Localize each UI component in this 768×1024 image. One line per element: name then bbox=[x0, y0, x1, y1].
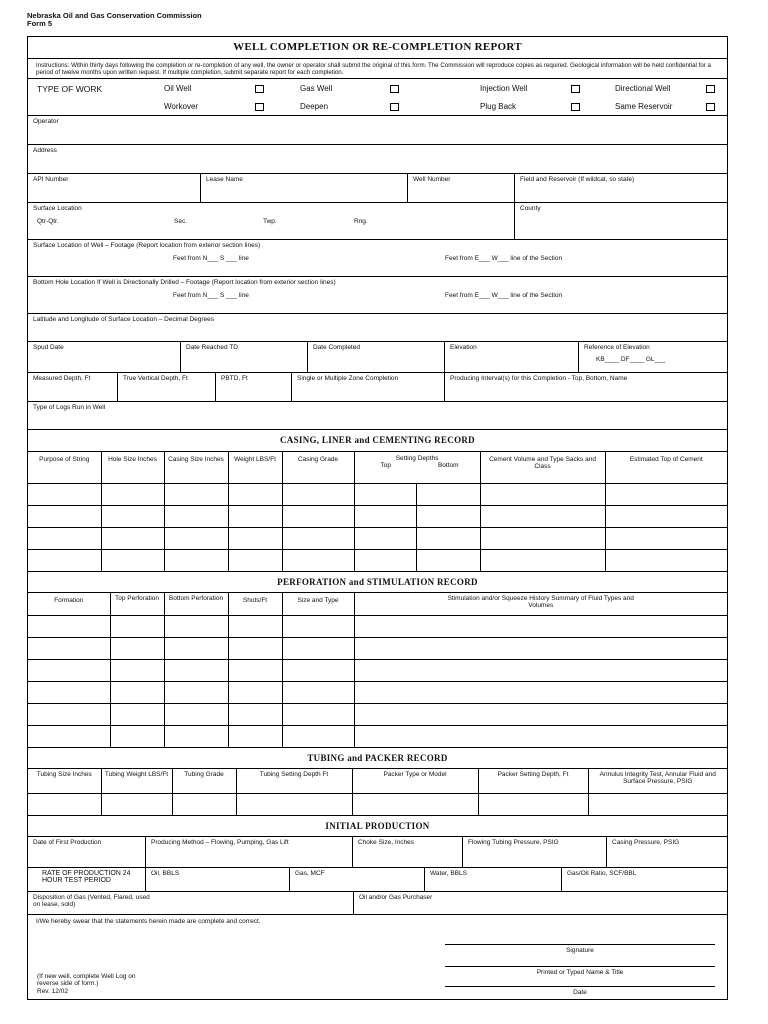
operator-field[interactable]: Operator bbox=[33, 118, 59, 125]
tubing-col-depth: Tubing Setting Depth Ft bbox=[236, 769, 352, 793]
table-row bbox=[28, 793, 727, 815]
surface-feet-ns: Feet from N___ S ___ line bbox=[173, 255, 249, 262]
surface-footage-label: Surface Location of Well – Footage (Report location from exterior section lines) bbox=[33, 242, 261, 249]
date-label: Date bbox=[573, 989, 587, 996]
well-number-field[interactable]: Well Number bbox=[408, 174, 515, 202]
oil-well-checkbox[interactable] bbox=[255, 85, 264, 93]
setting-bottom-label: Bottom bbox=[437, 462, 459, 469]
instructions: Instructions: Within thirty days following the completion or re-completion of any well, the owner or operator shall submit the original of this form. The Commission will reproduce copies as required. Geological information will be held confidential for a period of twelve months upon written request. If multiple completion, submit separate report for each completion. bbox=[28, 59, 727, 79]
printed-name-label: Printed or Typed Name & Title bbox=[536, 969, 624, 976]
revision-label: Rev. 12/02 bbox=[37, 988, 68, 995]
surface-location-field[interactable] bbox=[28, 203, 515, 239]
setting-depths-label: Setting Depths bbox=[395, 455, 439, 462]
table-row bbox=[28, 659, 727, 681]
surface-feet-ew: Feet from E___ W___ line of the Section bbox=[445, 255, 563, 262]
table-row bbox=[28, 505, 727, 527]
same-reservoir-checkbox[interactable] bbox=[706, 103, 715, 111]
perforation-table bbox=[28, 593, 727, 747]
tubing-table bbox=[28, 769, 727, 815]
printed-name-line[interactable] bbox=[445, 966, 715, 967]
sec-label: Sec. bbox=[174, 218, 188, 225]
bottom-feet-ns: Feet from N___ S ___ line bbox=[173, 292, 249, 299]
injection-well-checkbox[interactable] bbox=[571, 85, 580, 93]
gas-mcf-field[interactable]: Gas, MCF bbox=[290, 868, 425, 891]
kb-df-gl-label: KB____ DF____ GL___ bbox=[596, 356, 666, 363]
tubing-col-packer-depth: Packer Setting Depth, Ft bbox=[478, 769, 588, 793]
certification-section bbox=[28, 915, 727, 999]
casing-section-title: CASING, LINER and CEMENTING RECORD bbox=[28, 430, 727, 452]
elevation-field[interactable]: Elevation bbox=[445, 342, 579, 372]
field-reservoir-field[interactable]: Field and Reservoir (If wildcat, so state) bbox=[520, 176, 635, 183]
lease-name-field[interactable]: Lease Name bbox=[201, 174, 408, 202]
ref-elevation-label: Reference of Elevation bbox=[584, 344, 650, 351]
well-completion-form bbox=[27, 36, 728, 1000]
workover-checkbox[interactable] bbox=[255, 103, 264, 111]
plug-back-checkbox[interactable] bbox=[571, 103, 580, 111]
table-row bbox=[28, 549, 727, 571]
api-number-field[interactable]: API Number bbox=[28, 174, 201, 202]
twp-label: Twp. bbox=[263, 218, 277, 225]
table-row bbox=[28, 681, 727, 703]
perf-col-formation: Formation bbox=[28, 593, 110, 615]
casing-col-cement: Cement Volume and Type Sacks and Class bbox=[480, 452, 605, 483]
oil-bbls-field[interactable]: Oil, BBLS bbox=[146, 868, 290, 891]
logs-run-field[interactable]: Type of Logs Run in Well bbox=[33, 404, 106, 411]
date-line[interactable] bbox=[445, 986, 715, 987]
opt-workover-label: Workover bbox=[164, 102, 199, 111]
casing-col-purpose: Purpose of String bbox=[28, 452, 101, 483]
ref-elevation-field[interactable] bbox=[579, 342, 727, 372]
bottom-hole-field[interactable] bbox=[28, 277, 727, 313]
opt-plug-back-label: Plug Back bbox=[480, 102, 517, 111]
rate-of-production-label: RATE OF PRODUCTION 24 HOUR TEST PERIOD bbox=[28, 868, 146, 891]
agency-name: Nebraska Oil and Gas Conservation Commission bbox=[27, 11, 202, 20]
production-section-title: INITIAL PRODUCTION bbox=[28, 815, 727, 837]
county-field[interactable]: County bbox=[520, 205, 541, 212]
qtr-qtr-label: Qtr-Qtr. bbox=[37, 218, 59, 225]
perf-col-top: Top Perforation bbox=[110, 593, 164, 615]
tvd-field[interactable]: True Vertical Depth, Ft bbox=[118, 373, 216, 401]
date-td-field[interactable]: Date Reached TD bbox=[181, 342, 308, 372]
opt-gas-well-label: Gas Well bbox=[300, 84, 333, 93]
casing-col-hole-size: Hole Size Inches bbox=[101, 452, 164, 483]
first-production-field[interactable]: Date of First Production bbox=[28, 837, 146, 867]
surface-footage-field[interactable] bbox=[28, 240, 727, 276]
tubing-col-packer-type: Packer Type or Model bbox=[352, 769, 478, 793]
form-number: Form 5 bbox=[27, 19, 53, 28]
opt-oil-well-label: Oil Well bbox=[164, 84, 192, 93]
zone-completion-field[interactable]: Single or Multiple Zone Completion bbox=[292, 373, 445, 401]
setting-top-label: Top bbox=[380, 462, 391, 469]
perf-col-bottom: Bottom Perforation bbox=[164, 593, 228, 615]
table-row bbox=[28, 637, 727, 659]
type-of-work-label: TYPE OF WORK bbox=[37, 84, 103, 94]
pbtd-field[interactable]: PBTD, Ft bbox=[216, 373, 292, 401]
casing-pressure-field[interactable]: Casing Pressure, PSIG bbox=[612, 839, 680, 846]
tubing-section-title: TUBING and PACKER RECORD bbox=[28, 747, 727, 769]
gas-oil-ratio-field[interactable]: Gas/Oil Ratio, SCF/BBL bbox=[567, 870, 637, 877]
opt-deepen-label: Deepen bbox=[300, 102, 329, 111]
opt-directional-well-label: Directional Well bbox=[615, 84, 671, 93]
casing-col-grade: Casing Grade bbox=[282, 452, 354, 483]
bottom-feet-ew: Feet from E___ W___ line of the Section bbox=[445, 292, 563, 299]
tubing-col-weight: Tubing Weight LBS/Ft bbox=[101, 769, 172, 793]
measured-depth-field[interactable]: Measured Depth, Ft bbox=[28, 373, 118, 401]
gas-purchaser-field[interactable]: Oil and/or Gas Purchaser bbox=[359, 894, 433, 901]
type-of-work-section bbox=[28, 79, 727, 116]
perf-col-size-type: Size and Type bbox=[282, 593, 354, 615]
tubing-col-grade: Tubing Grade bbox=[172, 769, 236, 793]
address-field[interactable]: Address bbox=[33, 147, 57, 154]
casing-col-top-cement: Estimated Top of Cement bbox=[605, 452, 727, 483]
choke-size-field[interactable]: Choke Size, Inches bbox=[353, 837, 463, 867]
producing-interval-field[interactable]: Producing Interval(s) for this Completion - Top, Bottom, Name bbox=[450, 375, 628, 382]
bottom-hole-label: Bottom Hole Location If Well is Directionally Drilled – Footage (Report location from exterior section lines) bbox=[33, 279, 336, 286]
disposition-gas-field[interactable]: Disposition of Gas (Vented, Flared, used on lease, sold) bbox=[28, 892, 354, 914]
perf-col-shots: Shots/Ft bbox=[228, 593, 282, 615]
producing-method-field[interactable]: Producing Method – Flowing, Pumping, Gas Lift bbox=[146, 837, 353, 867]
form-title: WELL COMPLETION OR RE-COMPLETION REPORT bbox=[28, 37, 727, 59]
tubing-col-size: Tubing Size Inches bbox=[28, 769, 101, 793]
table-row bbox=[28, 725, 727, 747]
opt-same-reservoir-label: Same Reservoir bbox=[615, 102, 673, 111]
signature-label: Signature bbox=[566, 947, 594, 954]
opt-injection-well-label: Injection Well bbox=[480, 84, 528, 93]
tubing-col-annulus: Annulus Integrity Test, Annular Fluid and Surface Pressure, PSIG bbox=[588, 769, 727, 793]
perforation-section-title: PERFORATION and STIMULATION RECORD bbox=[28, 571, 727, 593]
table-row bbox=[28, 703, 727, 725]
casing-col-setting-depths bbox=[354, 452, 480, 483]
deepen-checkbox[interactable] bbox=[390, 103, 399, 111]
rng-label: Rng. bbox=[354, 218, 368, 225]
certification-statement: I/We hereby swear that the statements herein made are complete and correct. bbox=[36, 918, 261, 925]
casing-table bbox=[28, 452, 727, 571]
tubing-pressure-field[interactable]: Flowing Tubing Pressure, PSIG bbox=[463, 837, 607, 867]
table-row bbox=[28, 483, 727, 505]
lat-long-field[interactable]: Latitude and Longitude of Surface Location – Decimal Degrees bbox=[33, 316, 215, 323]
gas-well-checkbox[interactable] bbox=[390, 85, 399, 93]
well-log-note: (If new well, complete Well Log on reverse side of form.) bbox=[37, 973, 136, 987]
surface-location-label: Surface Location bbox=[33, 205, 82, 212]
water-bbls-field[interactable]: Water, BBLS bbox=[425, 868, 562, 891]
form-header bbox=[27, 12, 202, 28]
perf-col-stimulation: Stimulation and/or Squeeze History Summary of Fluid Types and Volumes bbox=[354, 593, 727, 615]
casing-col-weight: Weight LBS/Ft bbox=[228, 452, 282, 483]
signature-line[interactable] bbox=[445, 944, 715, 945]
date-completed-field[interactable]: Date Completed bbox=[308, 342, 445, 372]
table-row bbox=[28, 527, 727, 549]
spud-date-field[interactable]: Spud Date bbox=[28, 342, 181, 372]
directional-well-checkbox[interactable] bbox=[706, 85, 715, 93]
table-row bbox=[28, 615, 727, 637]
casing-col-casing-size: Casing Size Inches bbox=[164, 452, 228, 483]
